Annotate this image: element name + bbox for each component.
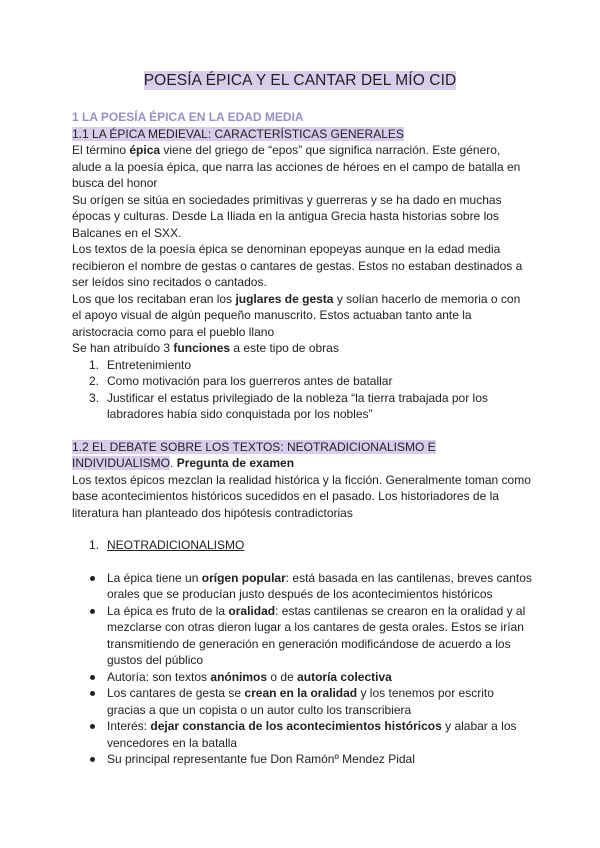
paragraph: Los textos épicos mezclan la realidad histórica y la ficción. Generalmente toman como base acontecimientos históricos sucedidos en el pasado. Los historiadores de la literatura han planteado dos hipótesis contradictorias — [72, 472, 531, 520]
list-item: 1. Entretenimiento — [89, 357, 192, 372]
paragraph: Los que los recitaban eran los juglares de gesta y solían hacerlo de memoria o con el apoyo visual de algún pequeño manuscrito. Estos actuaban tanto ante la aristocracia como para el pueblo llano — [72, 291, 521, 339]
functions-list — [72, 357, 532, 423]
list-item: Interés: dejar constancia de los acontecimientos históricos y alabar a los vencedores en la batalla — [72, 718, 532, 751]
paragraph: Se han atribuído 3 funciones a este tipo de obras — [72, 341, 339, 355]
paragraph: Su orígen se sitúa en sociedades primitivas y guerreras y se ha dado en muchas épocas y culturas. Desde La Iliada en la antigua Grecia hasta historias sobre los Balcanes en el SXX. — [72, 192, 502, 240]
subsection-heading: 1.1 LA ÉPICA MEDIEVAL: CARACTERÍSTICAS GENERALES — [72, 126, 404, 141]
subsection-heading: 1.2 EL DEBATE SOBRE LOS TEXTOS: NEOTRADICIONALISMO E INDIVIDUALISMO. Pregunta de examen — [72, 439, 436, 470]
list-item: 3. Justificar el estatus privilegiado de la nobleza “la tierra trabajada por los labradores había sido conquistada por los nobles” — [89, 390, 488, 421]
document-title: POESÍA ÉPICA Y EL CANTAR DEL MÍO CID — [143, 72, 457, 89]
list-item: Autoría: son textos anónimos o de autoría colectiva — [72, 669, 532, 686]
list-item: 1. NEOTRADICIONALISMO — [89, 538, 245, 552]
hypotheses-list — [72, 537, 532, 554]
paragraph: El término épica viene del griego de “epos” que significa narración. Este género, alude a la poesía épica, que narra las acciones de héroes en el campo de batalla en busca del honor — [72, 143, 521, 190]
list-item: Su principal representante fue Don Ramónº Mendez Pidal — [72, 751, 532, 768]
list-item: La épica tiene un orígen popular: está basada en las cantilenas, breves cantos orales que se producían justo después de los acontecimientos históricos — [72, 570, 532, 603]
list-item: La épica es fruto de la oralidad: estas cantilenas se crearon en la oralidad y al mezclarse con otras dieron lugar a los cantares de gesta orales. Estos se irían transmitiendo de generación en generación modificándose de acuerdo a los gustos del público — [72, 603, 532, 669]
exam-note: Pregunta de examen — [176, 456, 295, 470]
bullet-list — [72, 570, 532, 768]
list-item: 2. Como motivación para los guerreros antes de batallar — [89, 374, 393, 388]
document-body — [72, 109, 532, 768]
section-heading: 1 LA POESÍA ÉPICA EN LA EDAD MEDIA — [72, 110, 304, 124]
paragraph: Los textos de la poesía épica se denominan epopeyas aunque en la edad media recibieron el nombre de gestas o cantares de gestas. Estos no estaban destinados a ser leídos sino recitados o cantados. — [72, 242, 523, 289]
list-item: Los cantares de gesta se crean en la oralidad y los tenemos por escrito gracias a que un copista o un autor culto los transcribiera — [72, 685, 532, 718]
